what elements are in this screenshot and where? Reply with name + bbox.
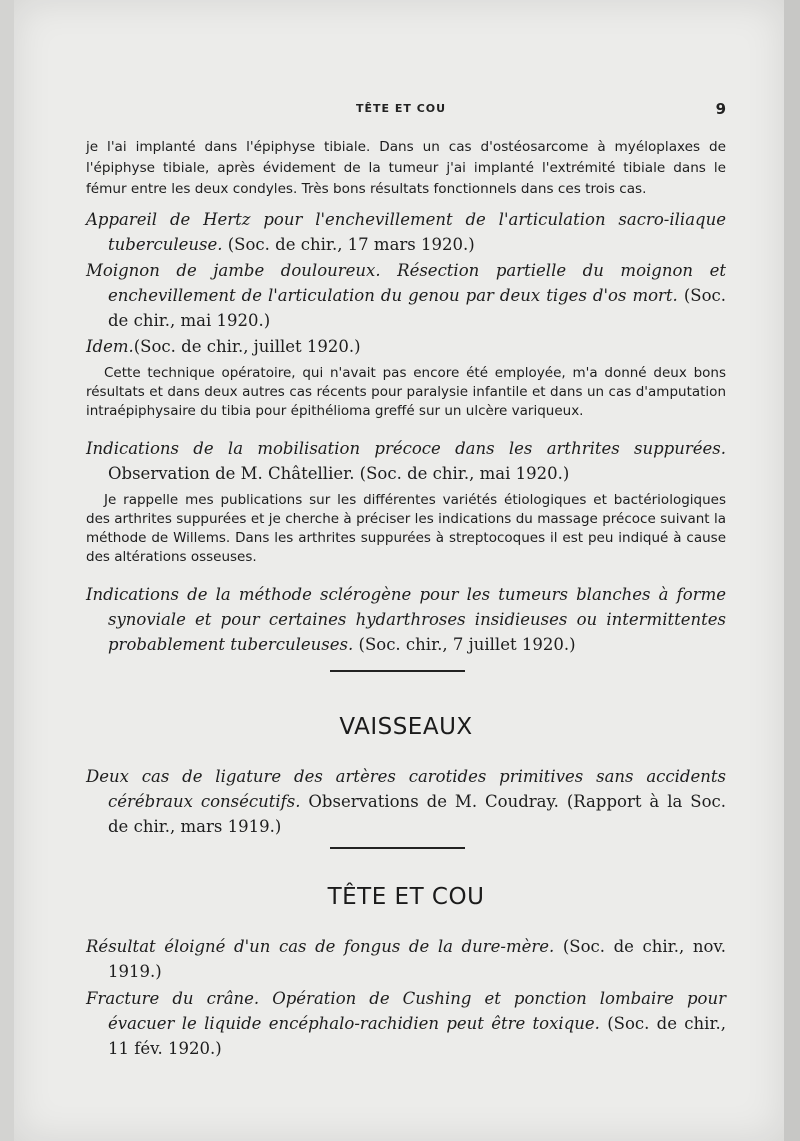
section-heading-vaisseaux: VAISSEAUX — [339, 714, 473, 740]
entry-reference: (Soc. de chir., 17 mars 1920.) — [227, 235, 475, 254]
entry-reference: Observation de M. Châtellier. (Soc. de chir., mai 1920.) — [108, 464, 570, 483]
continuation-paragraph: je l'ai implanté dans l'épiphyse tibiale. Dans un cas d'ostéosarcome à myéloplaxes de l'épiphyse tibiale, après évidement de la tumeur j'ai implanté l'extrémité tibiale dans le fémur entre les deux condyles. Très bons résultats fonctionnels dans ces trois cas. — [86, 139, 726, 197]
page-number: 9 — [715, 100, 726, 118]
entry-ligature — [86, 764, 726, 839]
entry-reference: (Soc. de chir., nov. 1919.) — [108, 937, 726, 981]
entry-title: Indications de la méthode sclérogène pour les tumeurs blanches à forme synoviale et pour certaines hydarthroses insidieuses ou intermittentes probablement tuberculeuses. — [86, 585, 726, 654]
section-divider — [330, 847, 465, 849]
entry-hertz — [86, 207, 726, 257]
page-header — [86, 100, 726, 120]
entry-title: Résultat éloigné d'un cas de fongus de la dure-mère. — [86, 937, 555, 956]
entry-reference: (Soc. de chir., 11 fév. 1920.) — [108, 1014, 727, 1058]
running-head: TÊTE ET COU — [356, 102, 447, 115]
entry-reference: (Soc. chir., 7 juillet 1920.) — [358, 635, 576, 654]
entry-title: Deux cas de ligature des artères carotides primitives sans accidents cérébraux consécutifs. — [86, 767, 726, 811]
entry-title: Appareil de Hertz pour l'enchevillement de l'articulation sacro-iliaque tuberculeuse. — [86, 210, 726, 254]
entry-title: Moignon de jambe douloureux. Résection partielle du moignon et enchevillement de l'articulation du genou par deux tiges d'os mort. — [86, 261, 726, 305]
section-divider — [330, 670, 465, 672]
entry-idem — [86, 334, 726, 421]
entry-reference: Observations de M. Coudray. (Rapport à la Soc. de chir., mars 1919.) — [108, 792, 726, 836]
entry-fracture — [86, 986, 726, 1061]
page-edge-shadow — [784, 0, 800, 1141]
entry-title: Fracture du crâne. Opération de Cushing et ponction lombaire pour évacuer le liquide encéphalo-rachidien peut être toxique. — [86, 989, 726, 1033]
entry-moignon — [86, 258, 726, 333]
entry-fongus — [86, 934, 726, 984]
entry-reference: (Soc. de chir., mai 1920.) — [108, 286, 726, 330]
entry-title: Indications de la mobilisation précoce dans les arthrites suppurées. — [86, 439, 726, 458]
entry-mobilisation — [86, 436, 726, 567]
entry-sclerogene — [86, 582, 726, 657]
entry-note: Je rappelle mes publications sur les différentes variétés étiologiques et bactériologiques des arthrites suppurées et je cherche à préciser les indications du massage précoce suivant la méthode de Willems. Dans les arthrites suppurées à streptocoques il est peu indiqué à cause des altérations osseuses. — [86, 492, 726, 565]
section-heading-tete-et-cou: TÊTE ET COU — [327, 884, 485, 910]
entry-note: Cette technique opératoire, qui n'avait pas encore été employée, m'a donné deux bons résultats et dans deux autres cas récents pour paralysie infantile et dans un cas d'amputation intraépiphysaire du tibia pour épithélioma greffé sur un ulcère variqueux. — [86, 365, 726, 419]
entry-title: Idem. — [86, 337, 134, 356]
entry-reference: (Soc. de chir., juillet 1920.) — [133, 337, 361, 356]
